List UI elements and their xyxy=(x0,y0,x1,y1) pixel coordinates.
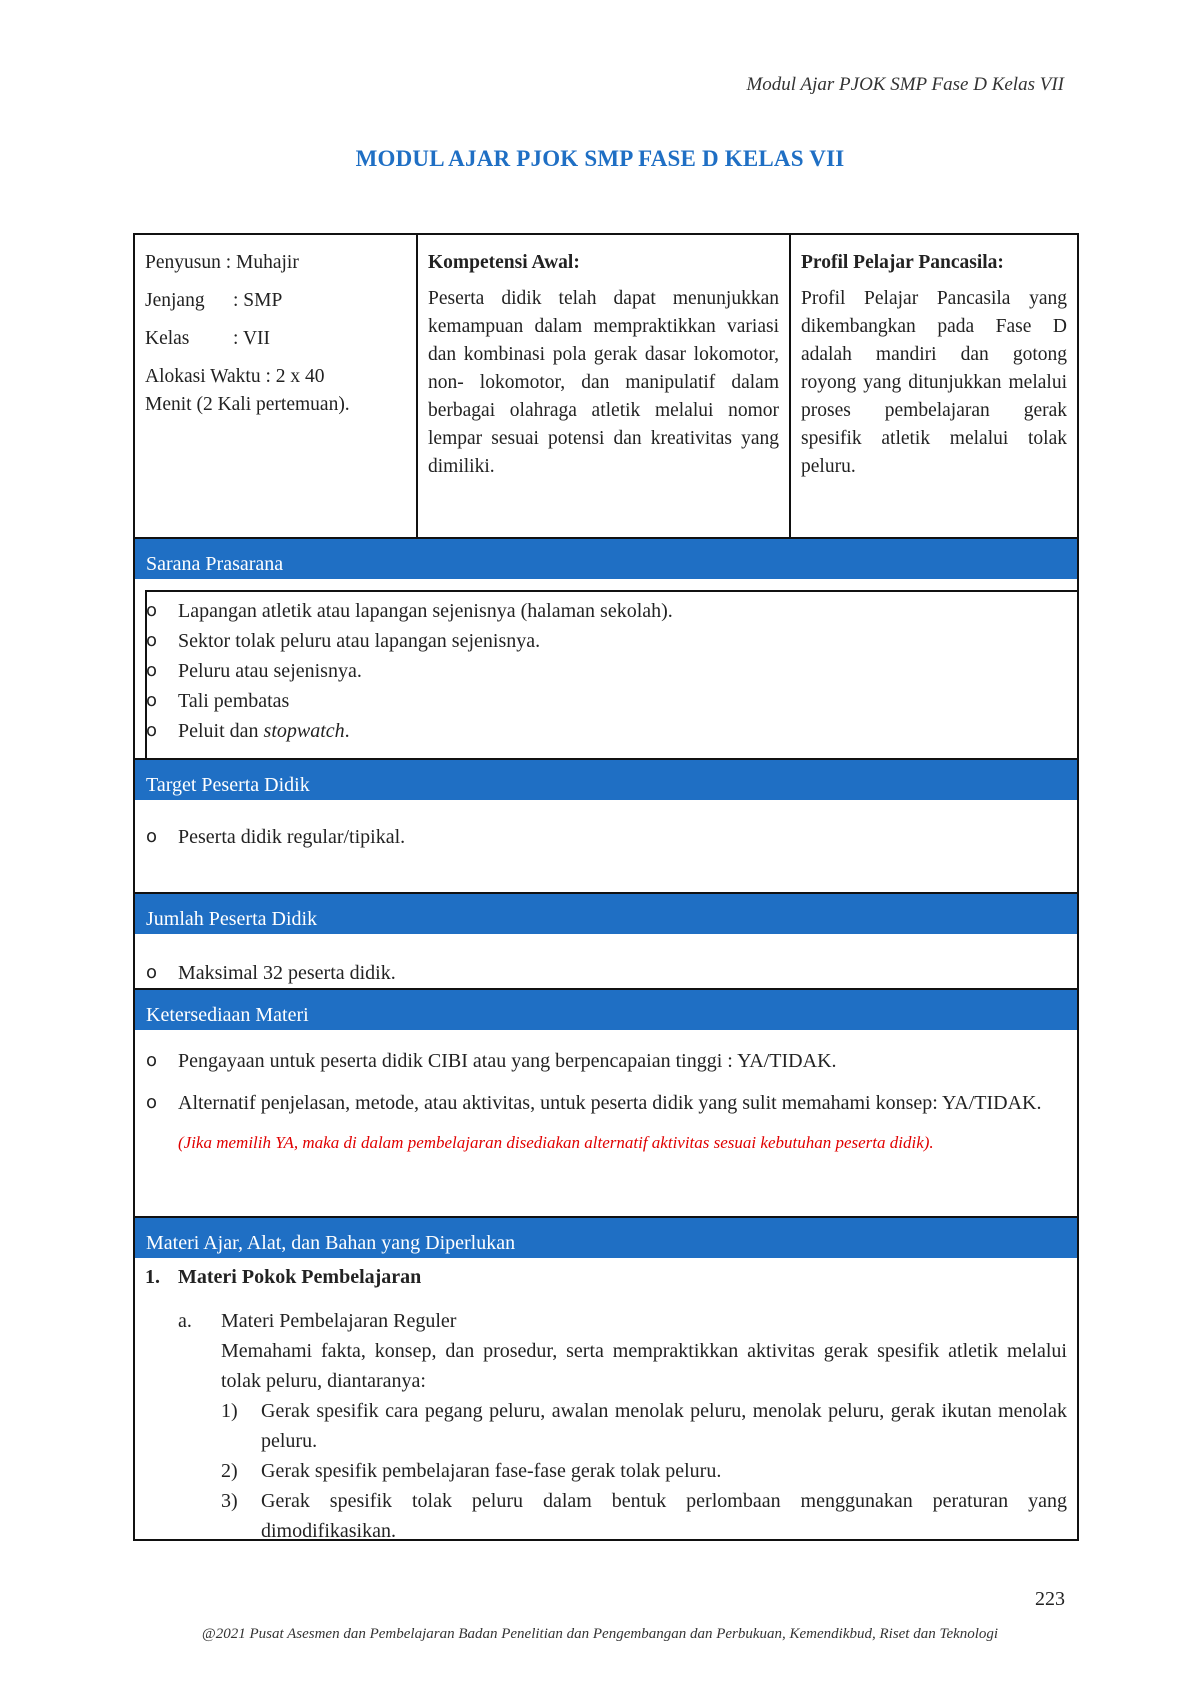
profil-heading: Profil Pelajar Pancasila: xyxy=(801,252,1004,273)
list-item: o Peluru atau sejenisnya. xyxy=(146,660,362,682)
sarana-body xyxy=(135,590,1077,758)
list-item: o Alternatif penjelasan, metode, atau aktivitas, untuk peserta didik yang sulit memahami konsep: YA/TIDAK. xyxy=(146,1092,1042,1114)
section-target: Target Peserta Didik xyxy=(135,758,1077,800)
jenjang: Jenjang : SMP xyxy=(145,290,283,311)
footer-copyright: @2021 Pusat Asesmen dan Pembelajaran Badan Penelitian dan Pengembangan dan Perbukuan, Kemendikbud, Riset dan Teknologi xyxy=(201,1626,999,1642)
materi-list-item: 1) Gerak spesifik cara pegang peluru, awalan menolak peluru, menolak peluru, gerak ikutan menolak peluru. xyxy=(221,1400,1067,1452)
alokasi-waktu: Alokasi Waktu : 2 x 40 Menit (2 Kali pertemuan). xyxy=(145,366,350,415)
list-item: o Peserta didik regular/tipikal. xyxy=(146,826,406,848)
penyusun: Penyusun : Muhajir xyxy=(145,252,299,273)
document-title: MODUL AJAR PJOK SMP FASE D KELAS VII xyxy=(355,146,845,171)
materi-body xyxy=(135,1260,1077,1546)
list-item: o Maksimal 32 peserta didik. xyxy=(146,962,396,984)
materi-a-text: Memahami fakta, konsep, dan prosedur, serta mempraktikkan aktivitas gerak spesifik atletik melalui tolak peluru, diantaranya: xyxy=(221,1340,1067,1392)
info-row xyxy=(135,235,1077,537)
list-item: o Lapangan atletik atau lapangan sejenisnya (halaman sekolah). xyxy=(146,600,673,622)
list-item: o Pengayaan untuk peserta didik CIBI atau yang berpencapaian tinggi : YA/TIDAK. xyxy=(146,1050,837,1072)
list-item: o Tali pembatas xyxy=(146,690,290,712)
running-header: Modul Ajar PJOK SMP Fase D Kelas VII xyxy=(746,74,1064,95)
sarana-list xyxy=(135,590,1077,746)
section-ketersediaan: Ketersediaan Materi xyxy=(135,988,1077,1030)
section-materi: Materi Ajar, Alat, dan Bahan yang Diperlukan xyxy=(135,1216,1077,1258)
ketersediaan-body xyxy=(135,1032,1077,1216)
kompetensi-text: Peserta didik telah dapat menunjukkan kemampuan dalam mempraktikkan variasi dan kombinasi pola gerak dasar lokomotor, non- lokomotor, dan manipulatif dalam berbagai olahraga atletik melalui nomor lempar sesuai potensi dan kreativitas yang dimiliki. xyxy=(428,288,779,477)
target-body xyxy=(135,802,1077,892)
materi-list-item: 3) Gerak spesifik tolak peluru dalam bentuk perlombaan menggunakan peraturan yang dimodifikasikan. xyxy=(221,1490,1067,1542)
list-item: o Peluit dan stopwatch. xyxy=(146,720,350,742)
kompetensi-heading: Kompetensi Awal: xyxy=(428,252,580,273)
section-jumlah: Jumlah Peserta Didik xyxy=(135,892,1077,934)
materi-number: 1. xyxy=(145,1266,160,1288)
materi-subheading: Materi Pokok Pembelajaran xyxy=(178,1266,422,1288)
materi-list-item: 2) Gerak spesifik pembelajaran fase-fase gerak tolak peluru. xyxy=(221,1460,722,1482)
identity-column xyxy=(135,235,418,537)
materi-a-title: Materi Pembelajaran Reguler xyxy=(221,1310,457,1332)
conditional-note: (Jika memilih YA, maka di dalam pembelajaran disediakan alternatif aktivitas sesuai kebutuhan peserta didik). xyxy=(178,1133,934,1152)
kompetensi-column xyxy=(418,235,791,537)
jumlah-body xyxy=(135,936,1077,988)
module-table xyxy=(133,233,1079,1541)
kelas: Kelas : VII xyxy=(145,328,271,349)
profil-column xyxy=(791,235,1077,537)
list-item: o Sektor tolak peluru atau lapangan sejenisnya. xyxy=(146,630,541,652)
profil-text: Profil Pelajar Pancasila yang dikembangkan pada Fase D adalah mandiri dan gotong royong yang ditunjukkan melalui proses pembelajaran gerak spesifik atletik melalui tolak peluru. xyxy=(801,288,1067,477)
materi-a-label: a. xyxy=(178,1310,192,1332)
section-sarana: Sarana Prasarana xyxy=(135,537,1077,579)
page-number: 223 xyxy=(1035,1588,1065,1610)
